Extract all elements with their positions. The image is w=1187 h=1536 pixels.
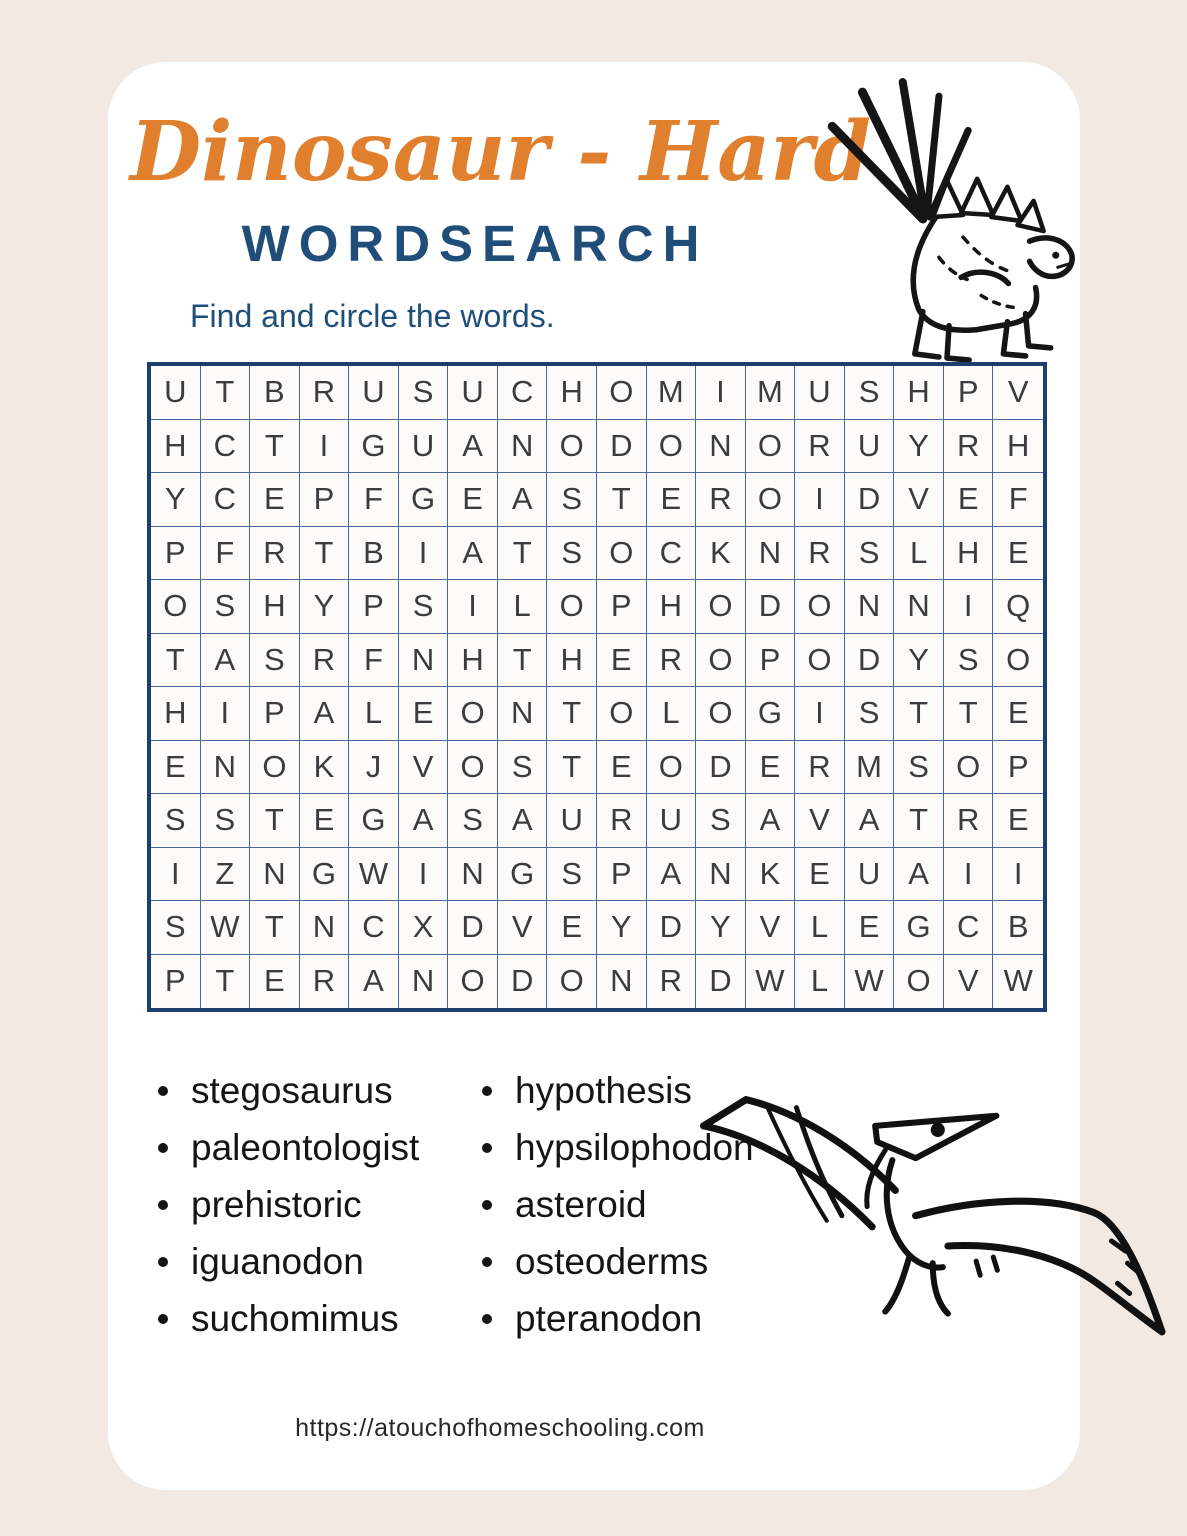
grid-cell[interactable]: Y [597,901,647,955]
grid-cell[interactable]: C [201,473,251,527]
grid-cell[interactable]: O [250,741,300,795]
website-url: https://atouchofhomeschooling.com [295,1414,705,1442]
grid-cell[interactable]: U [547,794,597,848]
grid-cell[interactable]: O [597,687,647,741]
wordsearch-grid [147,362,1047,1012]
grid-cell[interactable]: E [597,741,647,795]
grid-cell[interactable]: E [151,741,201,795]
grid-cell[interactable]: E [300,794,350,848]
grid-cell[interactable]: O [894,955,944,1009]
grid-cell[interactable]: D [597,420,647,474]
grid-cell[interactable]: S [845,366,895,420]
grid-cell[interactable]: A [201,634,251,688]
grid-cell[interactable]: T [547,687,597,741]
word-label: hypsilophodon [515,1127,754,1168]
grid-cell[interactable]: S [547,527,597,581]
grid-cell[interactable]: P [746,634,796,688]
grid-cell[interactable]: A [894,848,944,902]
grid-cell[interactable]: W [746,955,796,1009]
bullet-icon [158,1257,168,1267]
grid-cell[interactable]: A [647,848,697,902]
grid-cell[interactable]: O [696,634,746,688]
grid-cell[interactable]: S [547,473,597,527]
grid-cell[interactable]: T [498,527,548,581]
grid-cell[interactable]: S [448,794,498,848]
grid-cell[interactable]: N [399,634,449,688]
grid-cell[interactable]: N [746,527,796,581]
grid-cell[interactable]: W [349,848,399,902]
grid-cell[interactable]: E [448,473,498,527]
grid-cell[interactable]: I [696,366,746,420]
grid-cell[interactable]: E [399,687,449,741]
grid-cell[interactable]: V [795,794,845,848]
grid-cell[interactable]: Y [151,473,201,527]
grid-cell[interactable]: C [498,366,548,420]
word-label: suchomimus [191,1298,399,1339]
grid-cell[interactable]: O [696,580,746,634]
grid-cell[interactable]: W [845,955,895,1009]
word-label: stegosaurus [191,1070,393,1111]
grid-cell[interactable]: B [993,901,1043,955]
grid-cell[interactable]: E [944,473,994,527]
grid-cell[interactable]: I [300,420,350,474]
grid-cell[interactable]: Y [894,634,944,688]
grid-cell[interactable]: I [993,848,1043,902]
grid-cell[interactable]: S [399,580,449,634]
grid-cell[interactable]: V [746,901,796,955]
grid-cell[interactable]: B [250,366,300,420]
grid-cell[interactable]: S [201,580,251,634]
grid-cell[interactable]: L [349,687,399,741]
grid-cell[interactable]: P [300,473,350,527]
grid-cell[interactable]: A [498,473,548,527]
grid-cell[interactable]: U [845,848,895,902]
grid-cell[interactable]: F [993,473,1043,527]
grid-cell[interactable]: R [795,527,845,581]
grid-cell[interactable]: N [597,955,647,1009]
grid-cell[interactable]: R [944,420,994,474]
grid-cell[interactable]: S [498,741,548,795]
grid-cell[interactable]: I [151,848,201,902]
grid-cell[interactable]: K [696,527,746,581]
grid-cell[interactable]: W [201,901,251,955]
grid-cell[interactable]: O [795,634,845,688]
grid-cell[interactable]: G [894,901,944,955]
grid-cell[interactable]: T [597,473,647,527]
grid-cell[interactable]: I [201,687,251,741]
bullet-icon [482,1143,492,1153]
grid-cell[interactable]: R [647,634,697,688]
grid-cell[interactable]: W [1003,963,1033,999]
grid-cell[interactable]: P [250,687,300,741]
grid-cell[interactable]: R [250,527,300,581]
grid-cell[interactable]: R [795,741,845,795]
grid-cell[interactable]: O [448,955,498,1009]
grid-cell[interactable]: S [845,687,895,741]
grid-cell[interactable]: E [845,901,895,955]
grid-cell[interactable]: I [944,580,994,634]
grid-cell[interactable]: R [300,366,350,420]
grid-cell[interactable]: F [349,634,399,688]
grid-cell[interactable]: S [894,741,944,795]
grid-cell[interactable]: U [399,420,449,474]
grid-cell[interactable]: L [795,955,845,1009]
grid-cell[interactable]: O [647,420,697,474]
grid-cell[interactable]: D [647,901,697,955]
grid-cell[interactable]: E [993,794,1043,848]
grid-cell[interactable]: T [944,687,994,741]
grid-cell[interactable]: N [399,955,449,1009]
word-label: paleontologist [191,1127,420,1168]
grid-cell[interactable]: O [696,687,746,741]
grid-cell[interactable]: O [795,580,845,634]
bullet-icon [482,1086,492,1096]
grid-cell[interactable]: O [448,741,498,795]
grid-cell[interactable]: U [349,366,399,420]
bullet-icon [482,1257,492,1267]
grid-cell[interactable]: E [993,687,1043,741]
grid-cell[interactable]: Y [300,580,350,634]
grid-cell[interactable]: E [597,634,647,688]
grid-cell[interactable]: G [498,848,548,902]
grid-cell[interactable]: A [448,527,498,581]
word-list-item [158,1300,419,1338]
grid-cell[interactable]: P [151,955,201,1009]
grid-cell[interactable]: U [647,794,697,848]
grid-cell[interactable]: O [547,580,597,634]
grid-cell[interactable]: O [647,741,697,795]
grid-cell[interactable]: H [151,420,201,474]
grid-cell[interactable]: B [349,527,399,581]
grid-cell[interactable]: O [597,527,647,581]
bullet-icon [158,1200,168,1210]
grid-cell[interactable]: C [349,901,399,955]
grid-cell[interactable]: F [201,527,251,581]
grid-cell[interactable]: D [696,741,746,795]
grid-cell[interactable]: I [944,848,994,902]
page-title: Dinosaur - Hard [130,104,871,200]
grid-cell[interactable]: V [993,366,1043,420]
grid-cell[interactable]: H [547,634,597,688]
grid-cell[interactable]: O [746,420,796,474]
grid-cell[interactable]: N [300,901,350,955]
grid-cell[interactable]: N [201,741,251,795]
grid-cell[interactable]: U [795,366,845,420]
grid-cell[interactable]: H [448,634,498,688]
grid-cell[interactable]: N [845,580,895,634]
grid-cell[interactable]: R [300,634,350,688]
grid-cell[interactable]: T [250,794,300,848]
grid-cell[interactable]: L [498,580,548,634]
grid-cell[interactable]: J [349,741,399,795]
grid-cell[interactable]: X [399,901,449,955]
grid-cell[interactable]: M [845,741,895,795]
bullet-icon [158,1143,168,1153]
word-label: osteoderms [515,1241,709,1282]
grid-cell[interactable]: E [993,527,1043,581]
grid-cell[interactable]: A [399,794,449,848]
grid-cell[interactable]: F [349,473,399,527]
instruction-text: Find and circle the words. [190,298,555,334]
grid-cell[interactable]: D [498,955,548,1009]
grid-cell[interactable]: S [547,848,597,902]
grid-cell[interactable]: D [746,580,796,634]
grid-cell[interactable]: N [250,848,300,902]
bullet-icon [482,1314,492,1324]
word-list-item [158,1243,419,1281]
grid-cell[interactable]: G [399,473,449,527]
grid-cell[interactable]: R [597,794,647,848]
grid-cell[interactable]: N [696,848,746,902]
grid-cell[interactable]: T [894,687,944,741]
grid-cell[interactable]: P [993,741,1043,795]
word-label: hypothesis [515,1070,692,1111]
grid-cell[interactable]: T [894,794,944,848]
grid-cell[interactable]: E [795,848,845,902]
grid-cell[interactable]: S [151,901,201,955]
grid-cell[interactable]: E [250,955,300,1009]
grid-cell[interactable]: I [399,848,449,902]
pteranodon-icon [645,1028,1170,1363]
grid-cell[interactable]: P [944,366,994,420]
grid-cell[interactable]: N [498,420,548,474]
page-subtitle: WORDSEARCH [241,215,709,272]
grid-cell[interactable]: H [993,420,1043,474]
grid-cell[interactable]: H [547,366,597,420]
stegosaurus-icon [810,68,1080,365]
bullet-icon [482,1200,492,1210]
bullet-icon [158,1086,168,1096]
grid-cell[interactable]: L [894,527,944,581]
grid-cell[interactable]: T [250,901,300,955]
grid-cell[interactable]: O [547,420,597,474]
grid-cell[interactable]: G [349,794,399,848]
grid-cell[interactable]: G [300,848,350,902]
grid-cell[interactable]: E [647,473,697,527]
grid-cell[interactable]: L [795,901,845,955]
grid-cell[interactable]: A [845,794,895,848]
grid-cell[interactable]: O [944,741,994,795]
grid-cell[interactable]: H [647,580,697,634]
bullet-icon [158,1314,168,1324]
grid-cell[interactable]: D [696,955,746,1009]
grid-cell[interactable]: O [448,687,498,741]
grid-cell[interactable]: S [151,794,201,848]
grid-cell[interactable]: C [647,527,697,581]
grid-cell[interactable]: D [845,634,895,688]
grid-cell[interactable]: A [300,687,350,741]
word-label: iguanodon [191,1241,364,1282]
grid-cell[interactable]: I [795,687,845,741]
grid-cell[interactable]: T [151,634,201,688]
grid-cell[interactable]: N [448,848,498,902]
grid-cell[interactable]: O [597,366,647,420]
grid-cell[interactable]: U [845,420,895,474]
grid-cell[interactable]: H [151,687,201,741]
word-list-left [158,1072,419,1357]
grid-cell[interactable]: N [498,687,548,741]
grid-cell[interactable]: P [597,848,647,902]
grid-cell[interactable]: M [746,366,796,420]
grid-cell[interactable]: M [647,366,697,420]
grid-cell[interactable]: G [349,420,399,474]
grid-cell[interactable]: K [746,848,796,902]
word-label: pteranodon [515,1298,703,1339]
grid-cell[interactable]: S [696,794,746,848]
grid-cell[interactable]: E [250,473,300,527]
word-label: prehistoric [191,1184,362,1225]
grid-cell[interactable]: A [349,955,399,1009]
grid-cell[interactable]: P [349,580,399,634]
grid-cell[interactable]: Z [201,848,251,902]
grid-cell[interactable]: N [696,420,746,474]
grid-cell[interactable]: N [894,580,944,634]
grid-cell[interactable]: R [696,473,746,527]
grid-cell[interactable]: O [151,580,201,634]
grid-cell[interactable]: P [597,580,647,634]
grid-cell[interactable]: R [647,955,697,1009]
word-list-item [158,1129,419,1167]
grid-cell[interactable]: T [547,741,597,795]
grid-cell[interactable]: S [845,527,895,581]
grid-cell[interactable]: D [448,901,498,955]
grid-cell[interactable]: T [300,527,350,581]
grid-cell[interactable]: V [498,901,548,955]
grid-cell[interactable]: H [250,580,300,634]
grid-cell[interactable]: Y [696,901,746,955]
grid-cell[interactable]: O [746,473,796,527]
grid-cell[interactable]: U [151,366,201,420]
grid-cell[interactable]: E [547,901,597,955]
word-list-item [158,1072,419,1110]
grid-cell[interactable]: A [498,794,548,848]
grid-cell[interactable]: S [250,634,300,688]
grid-cell[interactable]: I [795,473,845,527]
grid-cell[interactable]: V [399,741,449,795]
grid-cell[interactable]: K [300,741,350,795]
grid-cell[interactable]: O [993,634,1043,688]
grid-cell[interactable]: T [201,366,251,420]
grid-cell[interactable]: C [201,420,251,474]
grid-cell[interactable]: U [448,366,498,420]
grid-cell[interactable]: T [250,420,300,474]
grid-cell[interactable]: H [944,527,994,581]
grid-cell[interactable]: R [944,794,994,848]
grid-cell[interactable]: C [944,901,994,955]
grid-cell[interactable]: V [944,955,994,1009]
grid-cell[interactable]: H [894,366,944,420]
grid-cell[interactable]: V [894,473,944,527]
grid-cell[interactable]: I [448,580,498,634]
grid-cell[interactable]: T [498,634,548,688]
grid-cell[interactable]: T [201,955,251,1009]
word-label: asteroid [515,1184,647,1225]
grid-cell[interactable]: R [795,420,845,474]
grid-cell[interactable]: R [300,955,350,1009]
grid-cell[interactable]: G [746,687,796,741]
grid-cell[interactable]: I [399,527,449,581]
word-list-item [158,1186,419,1224]
grid-cell[interactable]: A [746,794,796,848]
grid-cell[interactable]: L [647,687,697,741]
grid-cell[interactable]: D [845,473,895,527]
grid-cell[interactable]: O [547,955,597,1009]
grid-cell[interactable]: S [399,366,449,420]
grid-cell[interactable]: Q [993,580,1043,634]
grid-cell[interactable]: E [746,741,796,795]
grid-cell[interactable]: A [448,420,498,474]
grid-cell[interactable]: S [201,794,251,848]
grid-cell[interactable]: Y [894,420,944,474]
grid-cell[interactable]: S [944,634,994,688]
grid-cell[interactable]: P [151,527,201,581]
